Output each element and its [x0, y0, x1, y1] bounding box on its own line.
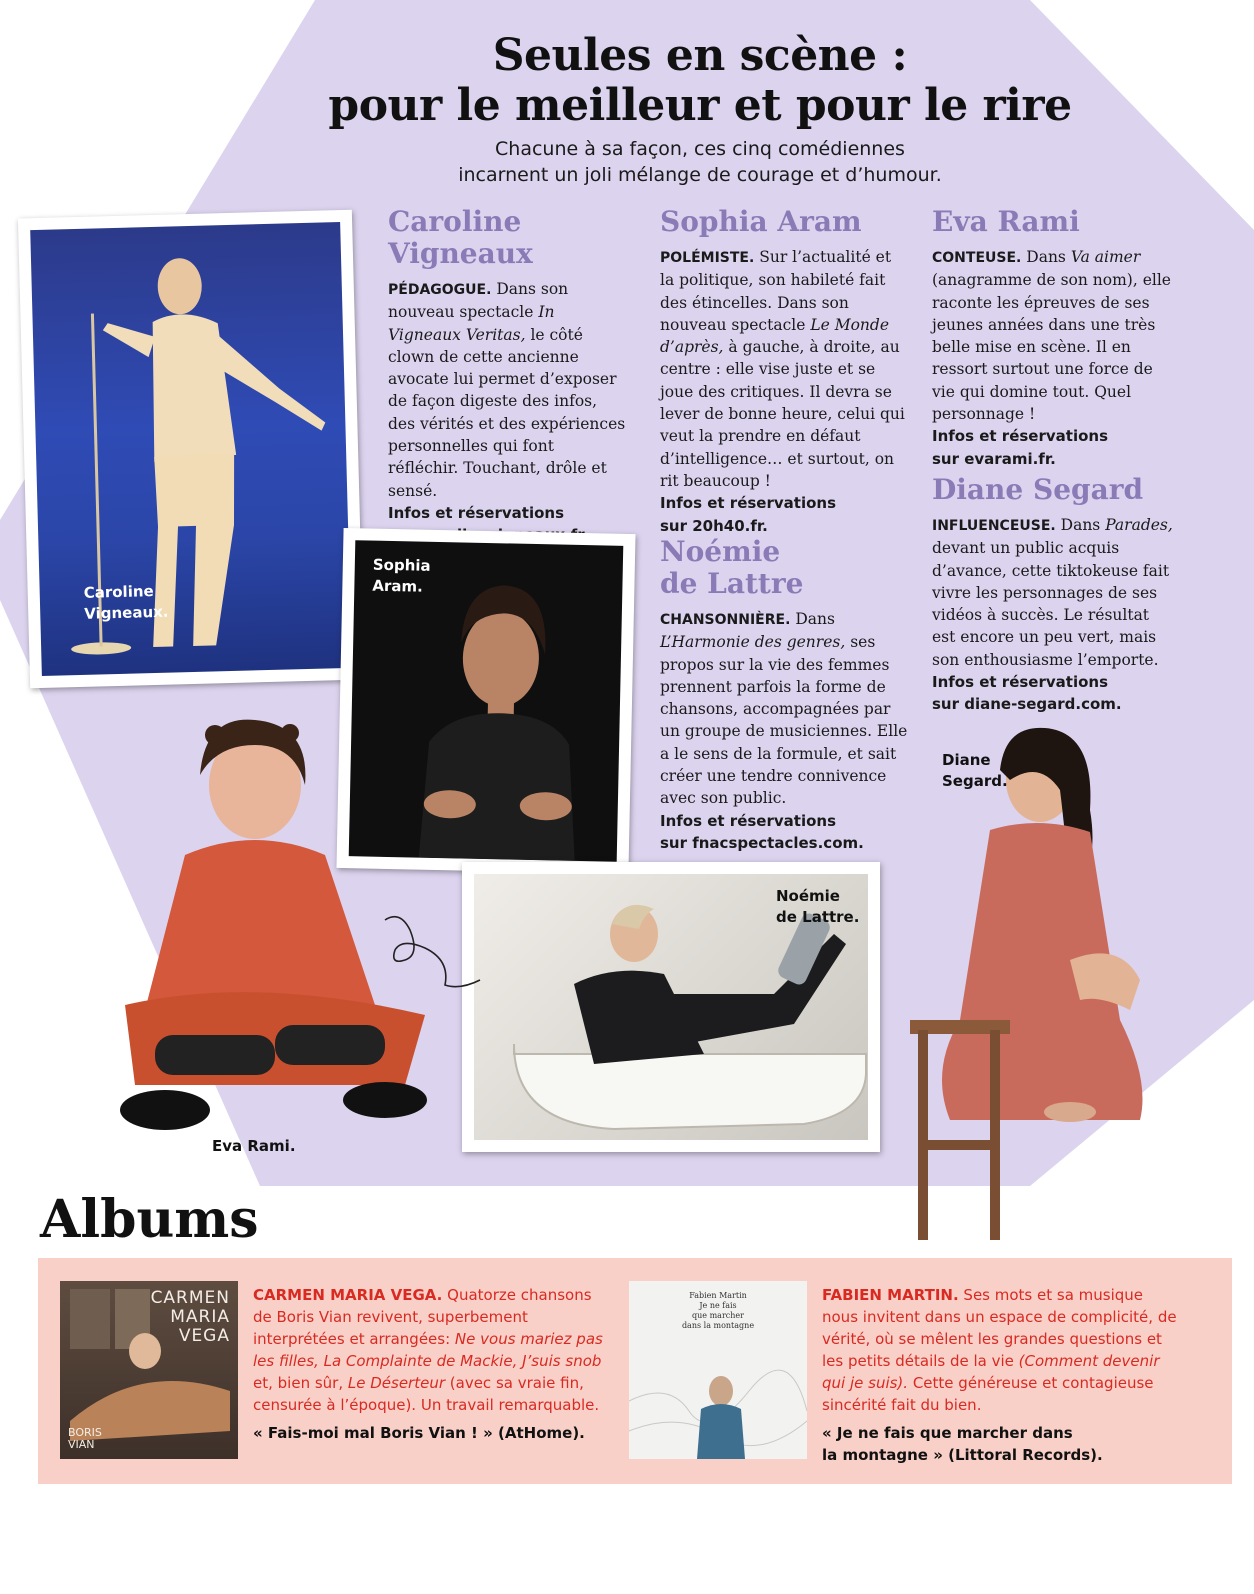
page-subtitle: Chacune à sa façon, ces cinq comédiennes incarnent un joli mélange de courage et d’humour.	[458, 138, 942, 186]
eva-text: CONTEUSE. Dans Va aimer (anagramme de son nom), elle raconte les épreuves de ses jeunes années dans une très belle mise en scène. Il en ressort surtout une force de vie qui domine tout. Quel personnage ! Infos et réservations sur evarami.fr.	[932, 248, 1171, 468]
sophia-name: Sophia Aram	[660, 205, 862, 238]
caroline-photo	[18, 210, 364, 689]
carmen-cover-title: CARMEN MARIA VEGA	[150, 1288, 230, 1346]
noemie-photo	[462, 862, 880, 1152]
sophia-text: POLÉMISTE. Sur l’actualité et la politique, son habileté fait des étincelles. Dans son nouveau spectacle Le Monde d’après, à gauche, à droite, au centre : elle vise juste et se joue des critiques. Il devra se lever de bonne heure, celui qui veut la prendre en défaut d’intelligence… et surtout, on rit beaucoup ! Infos et réservations sur 20h40.fr.	[660, 248, 905, 535]
noemie-name: Noémie de Lattre	[660, 535, 804, 600]
diane-article	[932, 474, 1177, 716]
albums-heading: Albums	[40, 1189, 259, 1250]
noemie-caption: Noémie de Lattre.	[776, 887, 860, 926]
diane-text: INFLUENCEUSE. Dans Parades, devant un public acquis d’avance, cette tiktokeuse fait vivre les personnages de ses vidéos à succès. Le résultat est encore un peu vert, mais son enthousiasme l’emporte. Infos et réservations sur diane-segard.com.	[932, 516, 1173, 714]
eva-name: Eva Rami	[932, 205, 1080, 238]
caroline-name: Caroline Vigneaux	[388, 205, 533, 270]
sophia-article	[660, 206, 910, 537]
sophia-caption: Sophia Aram.	[372, 555, 431, 596]
page-title-line1: Seules en scène :	[492, 30, 908, 81]
caroline-caption: Caroline Vigneaux.	[83, 582, 169, 623]
diane-name: Diane Segard	[932, 473, 1144, 506]
caroline-figure	[30, 222, 352, 676]
fabien-album-text: FABIEN MARTIN. Ses mots et sa musique nous invitent dans un espace de complicité, de vérité, où se mêlent les grandes questions et les petits détails de la vie (Comment devenir qui je suis). Cette généreuse et contagieuse sincérité fait du bien. « Je ne fais que marcher dans la montagne » (Littoral Records).	[822, 1286, 1177, 1464]
noemie-article	[660, 536, 910, 854]
doodle-bird-icon	[380, 910, 490, 1000]
caroline-article	[388, 206, 628, 547]
eva-article	[932, 206, 1177, 470]
diane-caption: Diane Segard.	[942, 751, 1008, 790]
caroline-text: PÉDAGOGUE. Dans son nouveau spectacle In Vigneaux Veritas, le côté clown de cette ancienne avocate lui permet d’exposer de façon digeste des infos, des vérités et des expériences personnelles qui font réfléchir. Touchant, drôle et sensé. Infos et réservations	[388, 280, 626, 522]
page-title-line2: pour le meilleur et pour le rire	[328, 80, 1072, 131]
eva-caption: Eva Rami.	[212, 1137, 296, 1155]
carmen-album-text: CARMEN MARIA VEGA. Quatorze chansons de Boris Vian revivent, superbement interprétées et arrangées: Ne vous mariez pas les filles, La Complainte de Mackie, J’suis snob et, bien sûr, Le Déserteur (avec sa vraie fin, censurée à l’époque). Un travail remarquable. « Fais-moi mal Boris Vian ! » (AtHome).	[253, 1286, 603, 1442]
noemie-text: CHANSONNIÈRE. Dans L’Harmonie des genres, ses propos sur la vie des femmes prennent parfois la forme de chansons, accompagnées par un groupe de musiciennes. Elle a le sens de la formule, et sait créer une tendre connivence avec son public. Infos et réservations sur fnacspectacles.com.	[660, 610, 908, 852]
fabien-album-cover	[629, 1281, 807, 1459]
carmen-album-cover	[60, 1281, 238, 1459]
fabien-cover-title: Fabien Martin Je ne fais que marcher dans la montagne	[681, 1291, 755, 1330]
carmen-cover-subtitle: BORIS VIAN	[68, 1426, 102, 1451]
diane-photo	[890, 720, 1180, 1250]
